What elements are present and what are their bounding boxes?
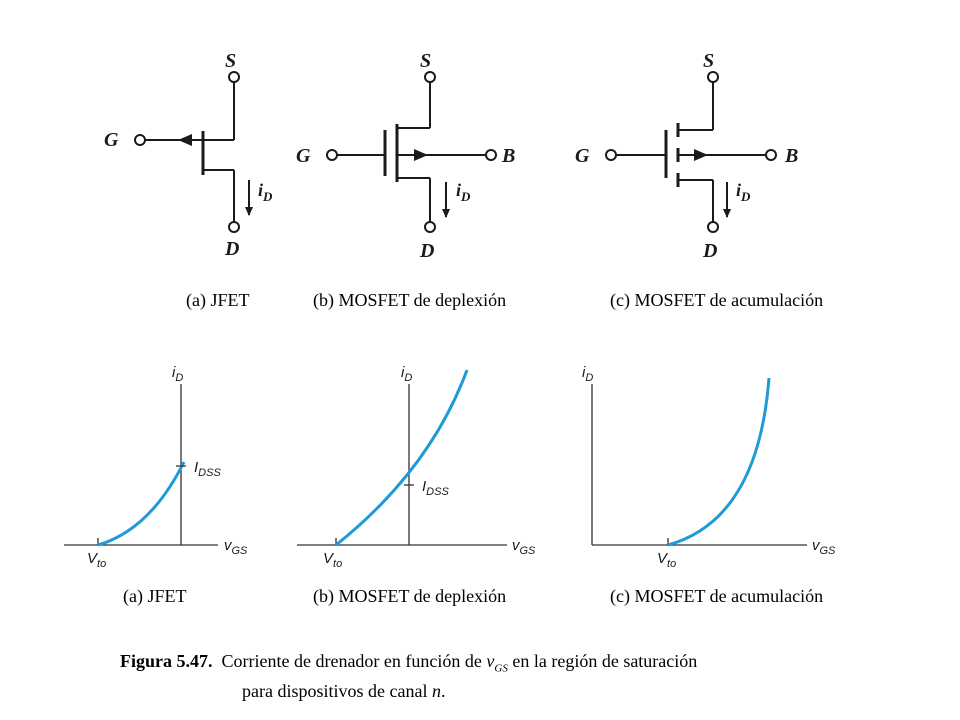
depl-symbol-caption: (b) MOSFET de deplexión (313, 290, 507, 310)
depl-idss-label: $I_{DSS}$ (422, 478, 449, 498)
enh-drain-label: D (703, 240, 718, 262)
enh-transfer-curve (668, 378, 769, 545)
jfet-graph-caption: (a) JFET (123, 586, 187, 606)
jfet-y-label: $i_D$ (172, 364, 184, 384)
depl-x-label: $v_{GS}$ (512, 537, 536, 557)
depl-body-arrow-icon (414, 149, 428, 161)
caption-var-sub: GS (494, 662, 508, 675)
caption-line2-var: n (431, 680, 441, 701)
enh-gate-label: G (575, 145, 590, 167)
mosfet-enhancement-symbol (575, 50, 798, 262)
depl-body-label: B (502, 145, 516, 167)
depl-vto-label: $V_{to}$ (323, 550, 343, 570)
jfet-source-terminal (229, 72, 239, 82)
jfet-current-label: $i_D$ (258, 180, 273, 204)
depl-current-label: $i_D$ (456, 180, 471, 204)
enh-source-label: S (703, 50, 715, 72)
jfet-x-label: $v_{GS}$ (224, 537, 248, 557)
enh-y-label: $i_D$ (582, 364, 594, 384)
depl-y-label: $i_D$ (401, 364, 413, 384)
enh-body-label: B (785, 145, 799, 167)
jfet-drain-terminal (229, 222, 239, 232)
enh-drain-terminal (708, 222, 718, 232)
depl-gate-terminal (327, 150, 337, 160)
figure-caption (120, 650, 880, 702)
jfet-idss-label: $I_{DSS}$ (194, 459, 221, 479)
caption-var: v (486, 651, 495, 671)
depl-source-terminal (425, 72, 435, 82)
enh-graph-caption: (c) MOSFET de acumulación (610, 586, 824, 606)
caption-line-1 (120, 650, 880, 680)
depl-drain-terminal (425, 222, 435, 232)
depl-drain-label: D (420, 240, 435, 262)
jfet-gate-arrow-icon (178, 134, 192, 146)
jfet-drain-label: D (225, 238, 240, 260)
caption-line-2 (120, 680, 880, 702)
enh-x-label: $v_{GS}$ (812, 537, 836, 557)
enh-body-arrow-icon (694, 149, 708, 161)
caption-line2-before: para dispositivos de canal (242, 680, 432, 701)
depl-gate-label: G (296, 145, 311, 167)
jfet-symbol-caption: (a) JFET (186, 290, 250, 310)
caption-figure-label: Figura 5.47. (120, 651, 213, 671)
jfet-transfer-curve (98, 462, 184, 545)
enh-vto-label: $V_{to}$ (657, 550, 677, 570)
jfet-symbol (104, 50, 273, 260)
jfet-gate-label: G (104, 129, 119, 151)
enh-source-terminal (708, 72, 718, 82)
enh-symbol-caption: (c) MOSFET de acumulación (610, 290, 824, 310)
depl-graph (297, 364, 536, 570)
mosfet-depletion-symbol (296, 50, 515, 262)
jfet-gate-terminal (135, 135, 145, 145)
caption-text-after: en la región de saturación (507, 651, 698, 671)
enh-gate-terminal (606, 150, 616, 160)
caption-line2-after: . (440, 680, 446, 701)
jfet-vto-label: $V_{to}$ (87, 550, 107, 570)
depl-transfer-curve (336, 370, 467, 545)
jfet-source-label: S (225, 50, 237, 72)
jfet-graph (64, 364, 248, 570)
depl-graph-caption: (b) MOSFET de deplexión (313, 586, 507, 606)
enh-body-terminal (766, 150, 776, 160)
enh-current-label: $i_D$ (736, 180, 751, 204)
enh-graph (582, 364, 836, 570)
depl-source-label: S (420, 50, 432, 72)
depl-body-terminal (486, 150, 496, 160)
caption-text-before: Corriente de drenador en función de (221, 651, 487, 671)
